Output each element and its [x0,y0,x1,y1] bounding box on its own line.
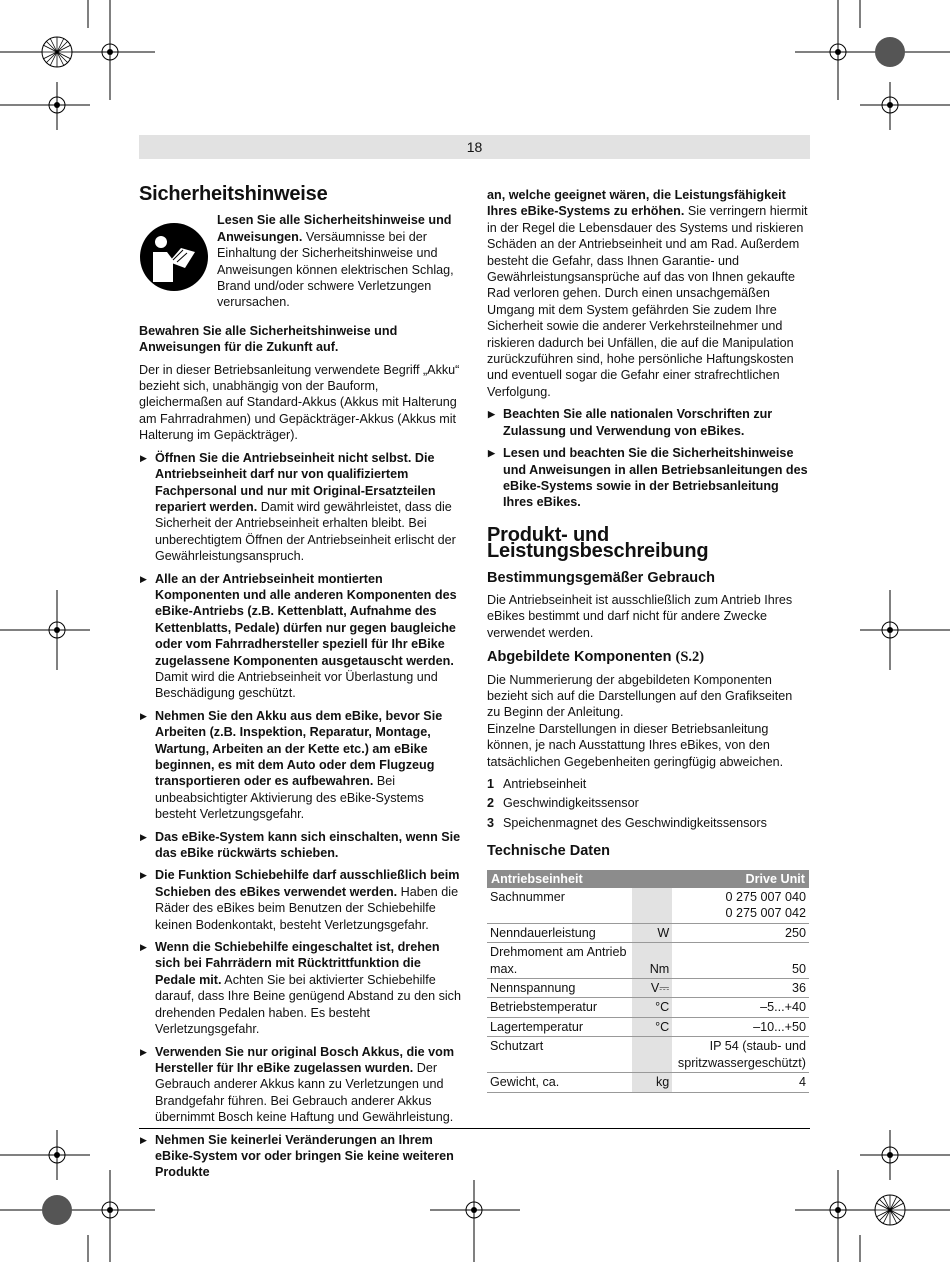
section-title: Produkt- und Leistungsbeschreibung [487,523,709,563]
bullet-text: Damit wird die Antriebseinheit vor Überlastung und Beschädigung geschützt. [155,669,438,701]
intro-text: Versäumnisse bei der Einhaltung der Sicherheitshinweise und Anweisungen können elektrischen Schlag, Brand und/oder schwere Verletzungen verursachen. [217,229,454,310]
keep-instructions: Bewahren Sie alle Sicherheitshinweise und Anweisungen für die Zukunft auf. [139,323,398,355]
safety-bullets [139,450,461,1181]
bullet-item: ▶ Lesen und beachten Sie die Sicherheitshinweise und Anweisungen in allen Betriebsanleitungen des eBike-Systems sowie in der Betriebsanleitung Ihres eBikes. [487,445,809,511]
row-value: 50 [672,943,809,979]
row-value: –5...+40 [672,998,809,1017]
row-unit: kg [632,1073,672,1092]
list-item [487,795,809,811]
bullet-bold: Das eBike-System kann sich einschalten, wenn Sie das eBike rückwärts schieben. [155,829,461,861]
row-value: 250 [672,923,809,942]
row-value [672,888,809,923]
continued-paragraph [487,187,809,400]
components-list [487,776,809,831]
bullet-bold: Nehmen Sie den Akku aus dem eBike, bevor Sie Arbeiten (z.B. Inspektion, Reparatur, Montage, Wartung, Arbeiten an der Kette etc.) am eBike beginnen, es mit dem Auto oder dem Flugzeug transportieren oder es aufbewahren. [155,708,443,789]
components-title-text: Abgebildete Komponenten [487,649,672,666]
components-ref: (S.2) [675,649,705,666]
table-row [487,943,809,979]
table-row [487,979,809,998]
right-bullets [487,406,809,510]
item-number: 3 [487,815,495,830]
intro-bold: Lesen Sie alle Sicherheitshinweise und Anweisungen. [217,213,452,244]
row-unit [632,1037,672,1073]
use-text: Die Antriebseinheit ist ausschließlich zum Antrieb Ihres eBikes bestimmt und darf nicht für andere Zwecke verwendet werden. [487,592,793,640]
safety-title: Sicherheitshinweise [139,183,328,205]
row-label-text-2: max. [490,961,518,976]
row-label [487,888,632,923]
table-row [487,1073,809,1092]
row-unit: °C [632,1017,672,1036]
bullet-text: Der Gebrauch anderer Akkus kann zu Verletzungen und Brandgefahr führen. Bei Gebrauch anderer Akkus übernimmt Bosch keine Haftung und Gewährleistung. [155,1060,454,1125]
bullet-item [139,1044,461,1126]
table-row [487,998,809,1017]
row-label: Betriebstemperatur [487,998,632,1017]
bullet-item [139,571,461,702]
row-unit: W [632,923,672,942]
row-value: 36 [672,979,809,998]
table-header [487,870,809,888]
table-row [487,1037,809,1073]
components-text [487,672,809,721]
row-unit: Nm [632,943,672,979]
table-row [487,1017,809,1036]
item-number: 2 [487,796,495,811]
left-column [139,183,461,1187]
bullet-item [139,708,461,823]
header-left: Antriebseinheit [487,870,672,888]
bullet-item [139,1132,461,1181]
row-value-2: spritzwassergeschützt) [677,1055,806,1070]
footer-rule [139,1128,810,1129]
bullet-bold: Die Funktion Schiebehilfe darf ausschließlich beim Schieben des eBikes verwendet werden. [155,868,460,899]
bullet-item [139,867,461,933]
table-row [487,888,809,923]
bullet-bold: Verwenden Sie nur original Bosch Akkus, die vom Hersteller für Ihr eBike zugelassen wurden. [155,1044,455,1075]
row-label: Gewicht, ca. [487,1073,632,1092]
bullet-text: Damit wird gewährleistet, dass die Sicherheit der Antriebseinheit erhalten bleibt. Bei unberechtigtem Öffnen der Antriebseinheit erlischt der Gewährleistungsanspruch. [155,499,456,564]
row-label [487,1037,632,1073]
header-right: Drive Unit [672,870,809,888]
row-value-1: 0 275 007 040 [725,890,806,905]
continued-text: Sie verringern hiermit in der Regel die Lebensdauer des Systems und riskieren Schäden an der Antriebseinheit und am Rad. Außerdem besteht die Gefahr, dass Ihnen Garantie- und Gewährleistungsansprüche auf das von Ihnen gekaufte Rad verloren gehen. Durch einen unsachgemäßen Umgang mit dem System gefährden Sie zudem Ihre Sicherheit sowie die anderer Verkehrsteilnehmer und riskieren dadurch bei Unfällen, die auf die Manipulation zurückzuführen sind, hohe persönliche Haftungskosten und eventuell sogar die Gefahr einer strafrechtlichen Verfolgung. [487,204,808,399]
page-number-bar [139,135,810,159]
bullet-item [139,450,461,565]
row-value: 4 [672,1073,809,1092]
tech-table [487,870,809,1093]
row-unit: °C [632,998,672,1017]
bullet-item [139,829,461,862]
bullet-item [139,939,461,1037]
bullet-bold: Wenn die Schiebehilfe eingeschaltet ist, drehen sich bei Fahrrädern mit Rücktrittfunktion die Pedale mit. [155,940,440,987]
bullet-text: Bei unbeabsichtigter Aktivierung des eBike-Systems besteht Verletzungsgefahr. [155,774,424,822]
row-value: –10...+50 [672,1017,809,1036]
right-column [487,187,809,1093]
components-text-2: Einzelne Darstellungen in dieser Betriebsanleitung können, je nach Ausstattung Ihres eBikes, von den tatsächlichen Gegebenheiten geringfügig abweichen. [487,721,784,769]
row-label-text: Sachnummer [490,890,565,905]
item-label: Speichenmagnet des Geschwindigkeitssensors [503,815,767,830]
row-label: Lagertemperatur [487,1017,632,1036]
item-label: Antriebseinheit [503,777,587,791]
use-title: Bestimmungsgemäßer Gebrauch [487,569,716,586]
row-label [487,943,632,979]
intro-paragraph [217,212,461,310]
row-label-text: Schutzart [490,1039,544,1054]
read-manual-icon [139,222,209,292]
list-item [487,815,809,831]
row-label: Nenndauerleistung [487,923,632,942]
read-instructions-block [139,212,461,316]
row-value-2: 0 275 007 042 [725,906,806,921]
table-row [487,923,809,942]
bullet-item: ▶ Beachten Sie alle nationalen Vorschriften zur Zulassung und Verwendung von eBikes. [487,406,809,439]
row-label-text: Drehmoment am Antrieb [490,945,627,960]
bullet-bold: Alle an der Antriebseinheit montierten Komponenten und alle anderen Komponenten des eBike-Antriebs (z.B. Kettenblatt, Aufnahme des Kettenblatts, Pedale) dürfen nur gegen baugleiche oder vom Fahrradhersteller speziell für Ihr eBike zugelassene Komponenten ausgetauscht werden. [155,571,457,668]
row-value [672,1037,809,1073]
list-item [487,776,809,792]
akku-paragraph: Der in dieser Betriebsanleitung verwendete Begriff „Akku“ bezieht sich, unabhängig von der Bauform, gleichermaßen auf Standard-Akkus (Akkus mit Halterung am Fahrradrahmen) und Gepäckträger-Akkus (Akkus mit Halterung im Gepäckträger). [139,362,460,443]
continued-bold: an, welche geeignet wären, die Leistungsfähigkeit Ihres eBike-Systems zu erhöhen. [487,188,786,219]
item-label: Geschwindigkeitssensor [503,796,639,811]
bullet-bold: Nehmen Sie keinerlei Veränderungen an Ihrem eBike-System vor oder bringen Sie keine weiteren Produkte [155,1132,454,1180]
tech-title: Technische Daten [487,843,611,860]
row-unit: V⎓ [632,979,672,998]
bullet-text: Haben die Räder des eBikes beim Benutzen der Schiebehilfe keinen Bodenkontakt, besteht Verletzungsgefahr. [155,884,459,932]
row-label: Nennspannung [487,979,632,998]
page-number: 18 [466,139,483,155]
row-value-1: IP 54 (staub- und [709,1039,806,1054]
components-title [487,649,809,665]
bullet-bold: Öffnen Sie die Antriebseinheit nicht selbst. Die Antriebseinheit darf nur von qualifiziertem Fachpersonal und nur mit Original-Ersatzteilen repariert werden. [155,450,436,514]
components-text-1: Die Nummerierung der abgebildeten Komponenten bezieht sich auf die Darstellungen auf den Grafikseiten zu Beginn der Anleitung. [487,672,793,720]
bullet-text: Achten Sie bei aktivierter Schiebehilfe darauf, dass Ihre Beine genügend Abstand zu den sich drehenden Pedalen haben. Es besteht Verletzungsgefahr. [155,972,461,1037]
item-number: 1 [487,777,495,791]
row-unit [632,888,672,923]
